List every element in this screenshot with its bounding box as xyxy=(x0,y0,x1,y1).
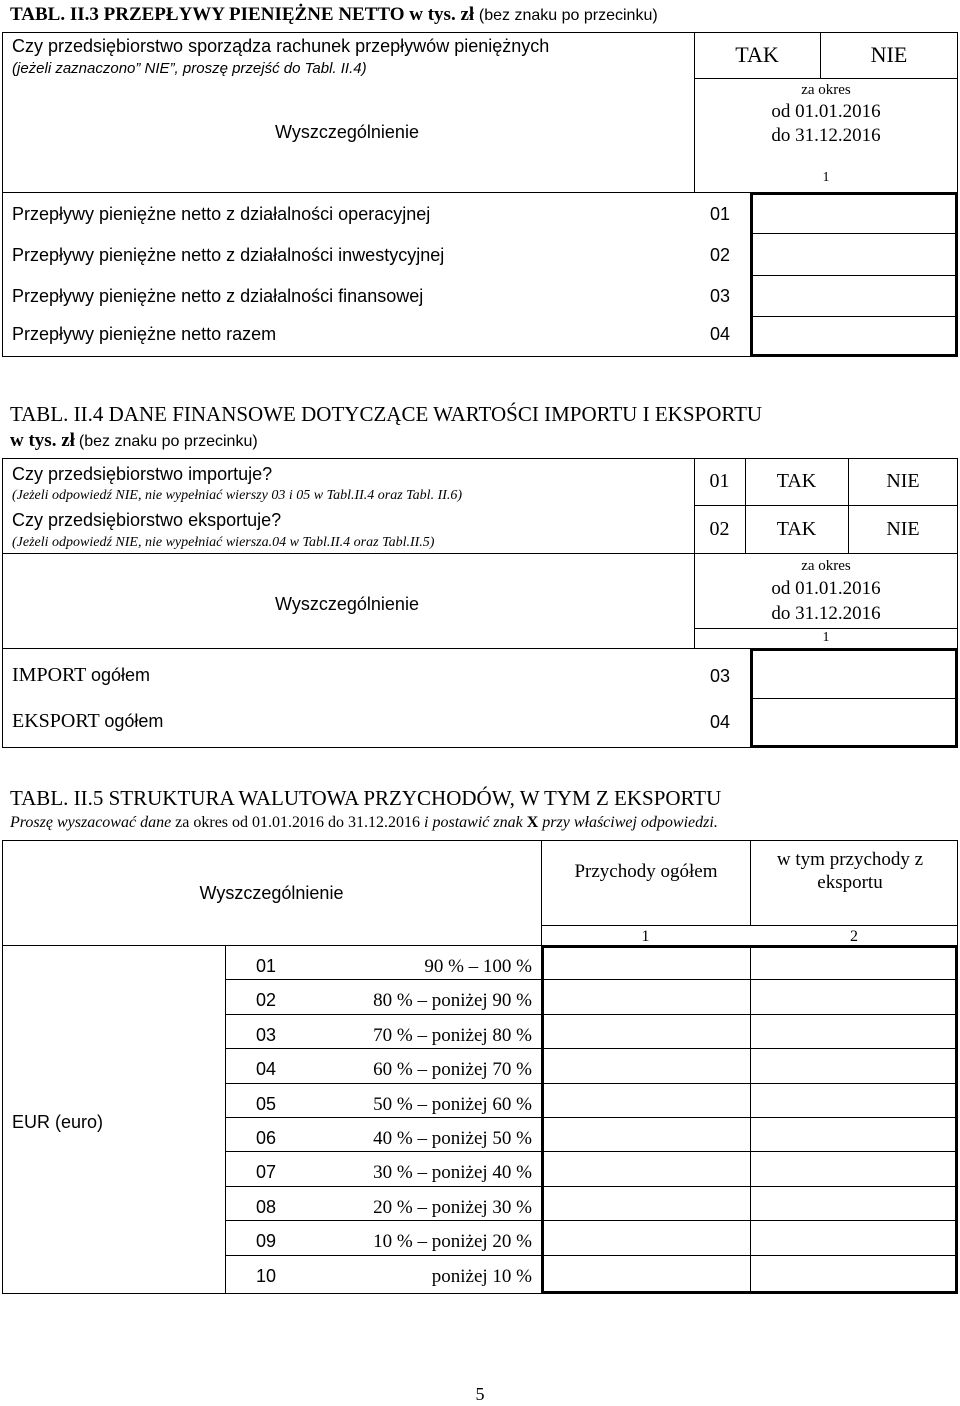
t5-divider xyxy=(750,840,751,925)
t4-q2-code: 02 xyxy=(709,518,730,540)
t5-row-range: poniżej 10 % xyxy=(431,1265,532,1287)
t5-title: TABL. II.5 STRUKTURA WALUTOWA PRZYCHODÓW, W TYM Z EKSPORTU xyxy=(10,786,722,810)
t4-period-from: od 01.01.2016 xyxy=(771,578,881,599)
t4-subtitle xyxy=(10,430,258,452)
t5-col1-num: 1 xyxy=(641,928,650,945)
t5-row-code: 01 xyxy=(256,956,277,976)
t4-row-label-bold: EKSPORT xyxy=(12,710,100,732)
t3-row-label: Przepływy pieniężne netto z działalności inwestycyjnej xyxy=(12,245,445,265)
t3-row-label: Przepływy pieniężne netto z działalności finansowej xyxy=(12,286,424,306)
t5-instr: przy właściwej odpowiedzi. xyxy=(542,814,718,831)
t3-question: Czy przedsiębiorstwo sporządza rachunek przepływów pieniężnych xyxy=(12,36,550,56)
t4-row-label xyxy=(12,664,150,687)
t5-row-range: 50 % – poniżej 60 % xyxy=(373,1093,532,1115)
t5-row-code: 08 xyxy=(256,1196,277,1217)
t4-divider xyxy=(694,505,958,506)
t3-header: Wyszczególnienie xyxy=(275,122,419,142)
t4-q1-code: 01 xyxy=(709,470,730,492)
t4-period-label: za okres xyxy=(801,558,851,574)
t5-row-range: 40 % – poniżej 50 % xyxy=(373,1128,532,1149)
t4-q1: Czy przedsiębiorstwo importuje? xyxy=(12,464,273,484)
t5-row-code: 10 xyxy=(256,1265,277,1286)
t3-period-from: od 01.01.2016 xyxy=(771,101,881,122)
t3-row-code: 03 xyxy=(710,286,731,306)
t3-tak[interactable]: TAK xyxy=(735,42,779,67)
t4-row-label xyxy=(12,710,163,733)
t4-divider xyxy=(2,553,694,554)
t5-row-code: 09 xyxy=(256,1231,277,1252)
t5-row-code: 05 xyxy=(256,1093,277,1114)
t3-title-text: TABL. II.3 PRZEPŁYWY PIENIĘŻNE NETTO w tys. zł xyxy=(10,4,475,25)
t5-currency: EUR (euro) xyxy=(12,1112,104,1132)
t5-row-code: 06 xyxy=(256,1128,277,1148)
t5-row-code: 03 xyxy=(256,1024,277,1045)
t5-col2-header: w tym przychody z eksportu xyxy=(776,849,924,893)
t5-row-code: 04 xyxy=(256,1059,277,1080)
t5-instr: Proszę wyszacować dane xyxy=(10,814,172,831)
t5-row-range: 80 % – poniżej 90 % xyxy=(373,990,532,1012)
t5-header: Wyszczególnienie xyxy=(199,883,344,903)
t5-row-range: 10 % – poniżej 20 % xyxy=(373,1231,532,1253)
t4-row-code: 03 xyxy=(710,666,731,686)
t3-divider xyxy=(750,233,958,234)
t3-row-label: Przepływy pieniężne netto razem xyxy=(12,324,277,344)
t4-header: Wyszczególnienie xyxy=(275,594,419,614)
t5-row-range: 60 % – poniżej 70 % xyxy=(373,1059,532,1081)
t5-instr: i postawić znak xyxy=(424,814,523,831)
t5-col1-header: Przychody ogółem xyxy=(574,861,718,882)
t4-q2-nie[interactable]: NIE xyxy=(886,518,920,540)
t4-q1-tak[interactable]: TAK xyxy=(776,470,817,492)
t4-title: TABL. II.4 DANE FINANSOWE DOTYCZĄCE WARTOŚCI IMPORTU I EKSPORTU xyxy=(10,402,763,426)
t4-period-to: do 31.12.2016 xyxy=(771,603,881,624)
t5-instr: za okres od 01.01.2016 do 31.12.2016 xyxy=(175,814,421,831)
t3-title-note: (bez znaku po przecinku) xyxy=(478,7,658,24)
t5-divider xyxy=(750,945,751,1294)
t3-period-to: do 31.12.2016 xyxy=(771,125,881,146)
t4-q2: Czy przedsiębiorstwo eksportuje? xyxy=(12,510,282,530)
t5-instr-mark: X xyxy=(526,814,539,831)
t4-q2-tak[interactable]: TAK xyxy=(776,518,817,540)
t3-row-code: 04 xyxy=(710,324,731,344)
t5-divider xyxy=(541,925,958,926)
t3-divider xyxy=(750,316,958,317)
t4-divider xyxy=(694,628,958,629)
page-number: 5 xyxy=(475,1384,485,1404)
t5-instructions xyxy=(10,814,718,832)
t3-divider xyxy=(750,275,958,276)
t4-q1-note: (Jeżeli odpowiedź NIE, nie wypełniać wierszy 03 i 05 w Tabl.II.4 oraz Tabl. II.6) xyxy=(12,488,463,503)
t5-row-range: 30 % – poniżej 40 % xyxy=(373,1162,532,1184)
t3-row-code: 01 xyxy=(710,204,731,224)
t5-row-range: 90 % – 100 % xyxy=(424,956,532,977)
t5-row-code: 07 xyxy=(256,1162,277,1183)
t5-row-code: 02 xyxy=(256,990,277,1011)
t4-row-code: 04 xyxy=(710,712,731,732)
t3-title xyxy=(10,4,658,26)
t3-question-note: (jeżeli zaznaczono” NIE”, proszę przejść do Tabl. II.4) xyxy=(12,60,367,77)
t5-row-range: 70 % – poniżej 80 % xyxy=(373,1024,532,1046)
t4-q2-note: (Jeżeli odpowiedź NIE, nie wypełniać wiersza.04 w Tabl.II.4 oraz Tabl.II.5) xyxy=(12,535,435,550)
t5-row-range: 20 % – poniżej 30 % xyxy=(373,1196,532,1218)
t4-col-num: 1 xyxy=(822,630,830,645)
t3-period-label: za okres xyxy=(801,82,851,98)
t3-divider xyxy=(694,78,958,79)
t4-subtitle-note: (bez znaku po przecinku) xyxy=(78,433,258,450)
t3-col-num: 1 xyxy=(822,170,830,185)
t3-row-label: Przepływy pieniężne netto z działalności operacyjnej xyxy=(12,204,431,224)
t4-row-label-bold: IMPORT xyxy=(12,664,87,686)
t4-row-label-rest: ogółem xyxy=(104,711,164,731)
t5-divider xyxy=(225,945,226,1294)
t4-divider xyxy=(750,698,958,699)
t4-divider xyxy=(694,553,958,554)
t4-subtitle-unit: w tys. zł xyxy=(10,430,75,451)
t3-row-code: 02 xyxy=(710,245,731,265)
t3-nie[interactable]: NIE xyxy=(870,42,908,67)
t4-row-label-rest: ogółem xyxy=(91,665,151,685)
t4-q1-nie[interactable]: NIE xyxy=(886,470,920,492)
t5-col2-num: 2 xyxy=(850,928,858,945)
